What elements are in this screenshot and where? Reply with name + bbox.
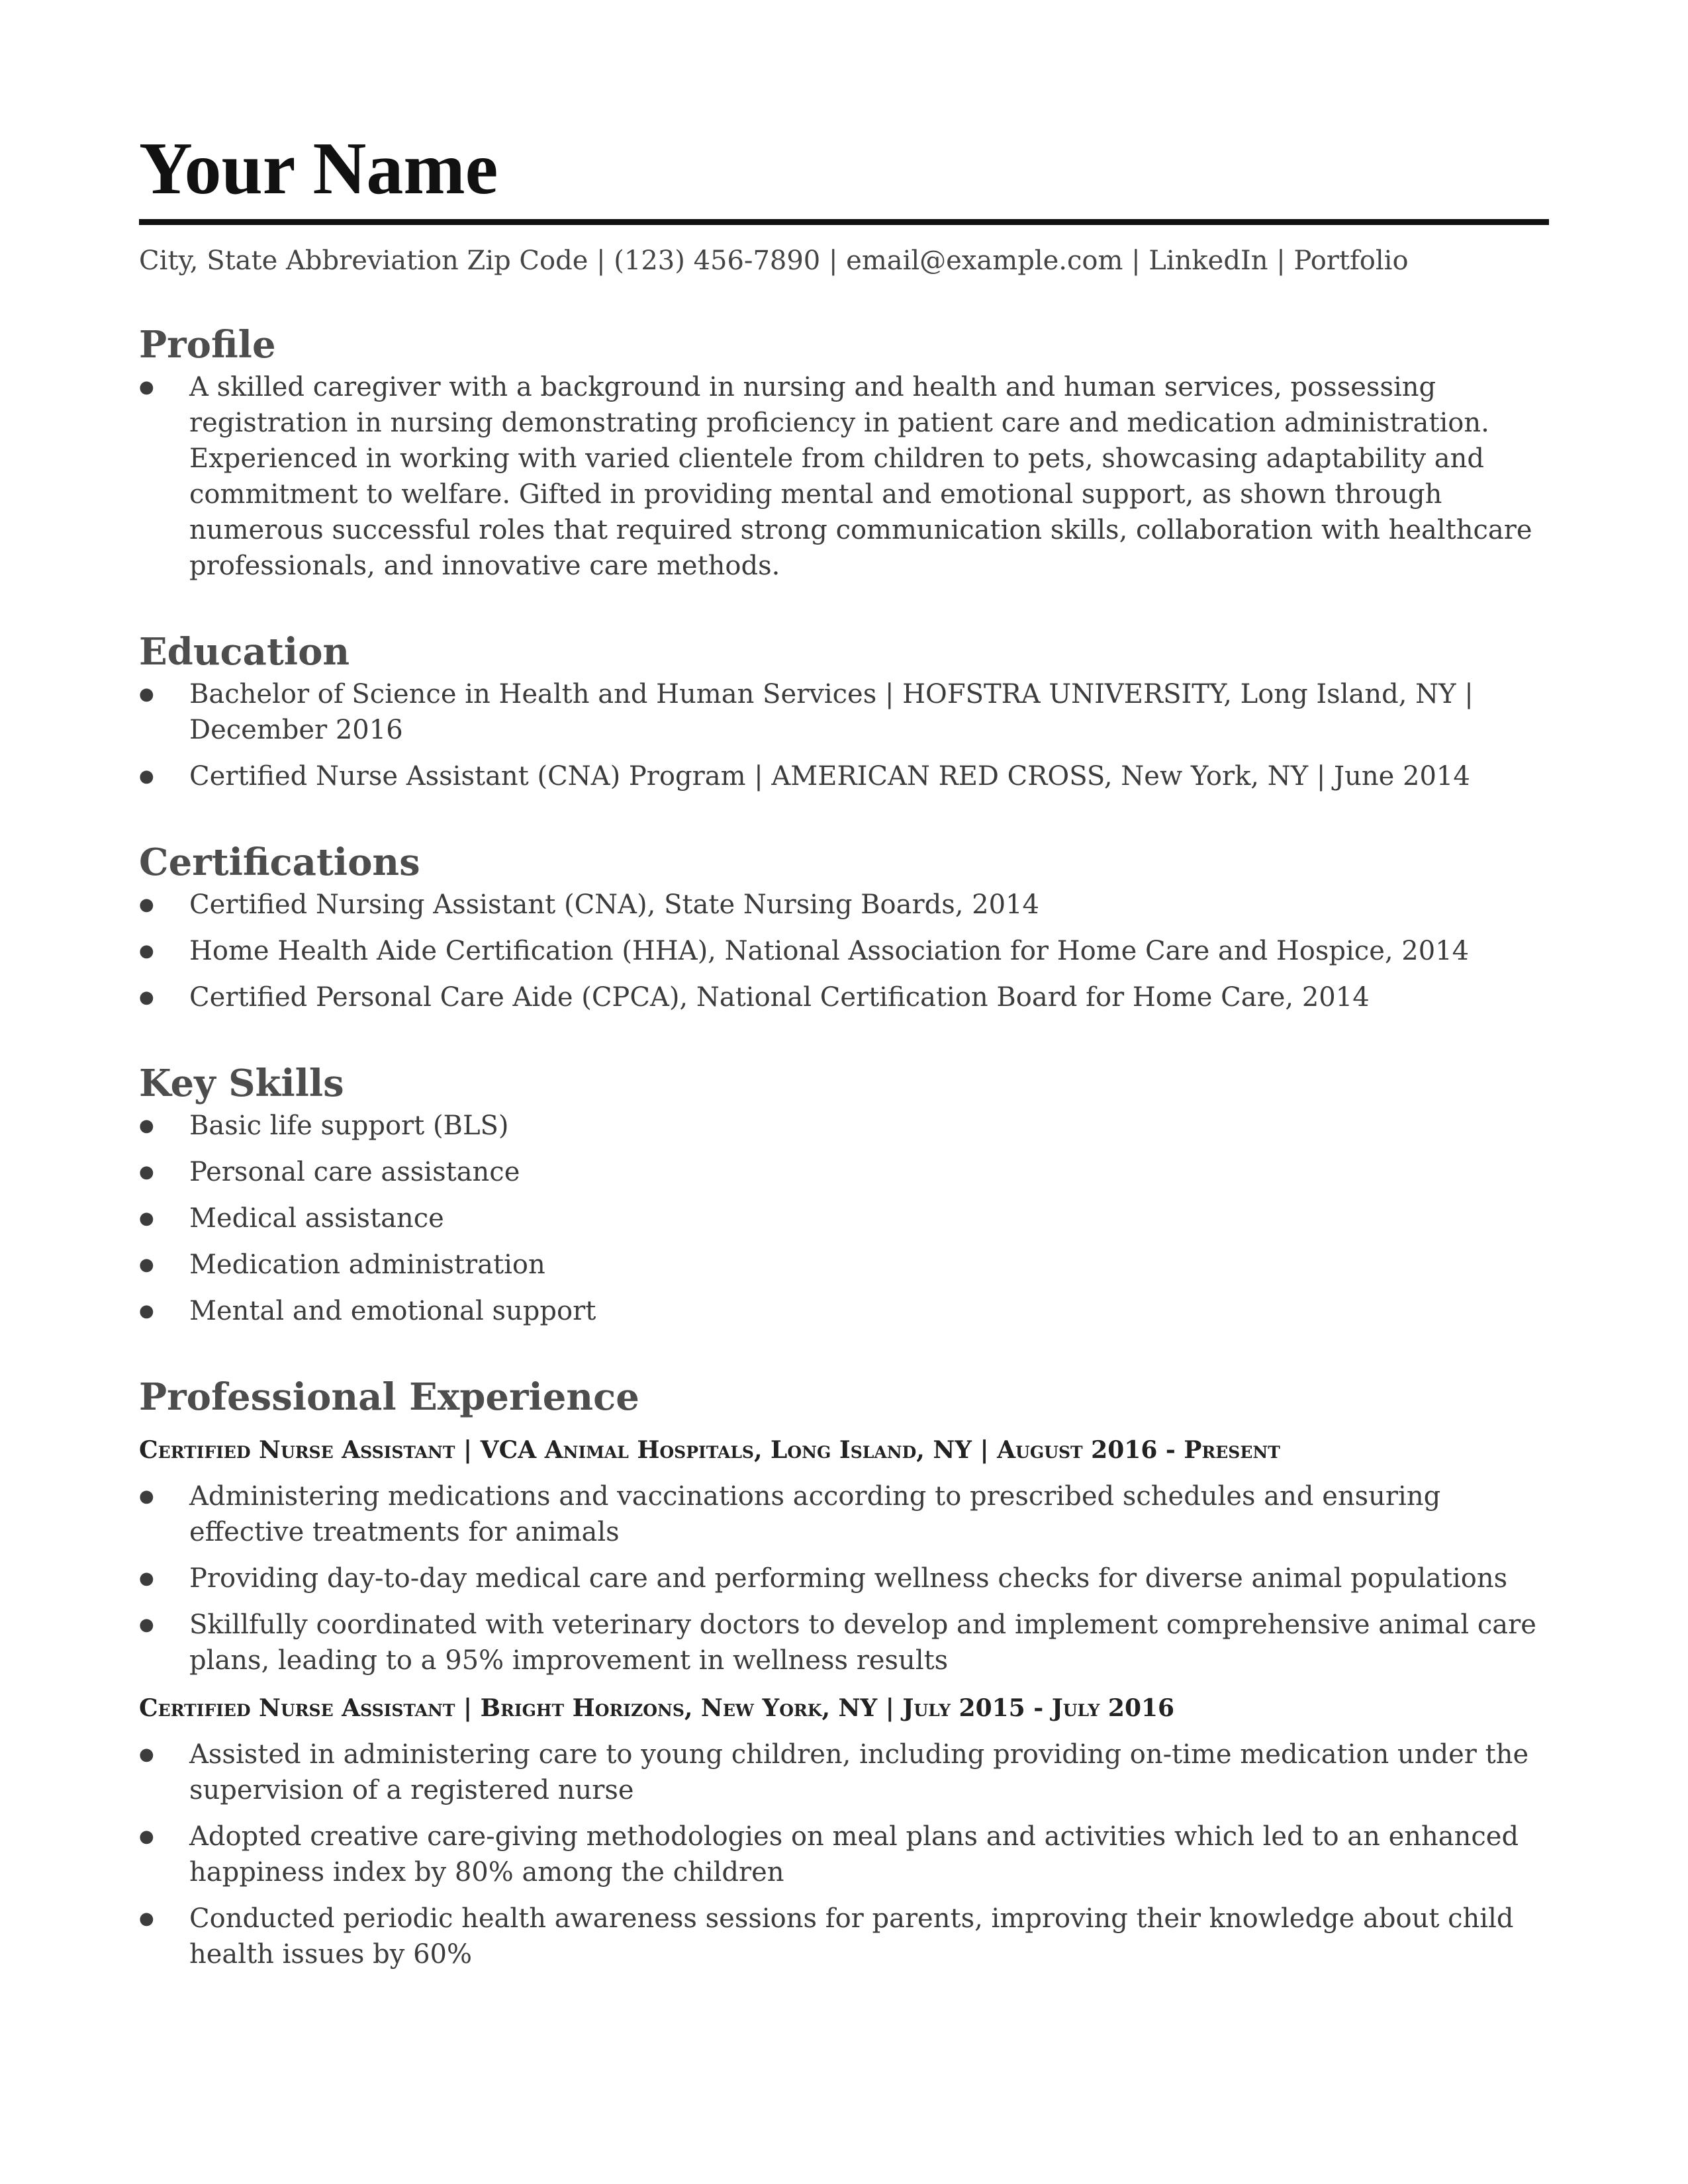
job-heading: Certified Nurse Assistant | Bright Horizons, New York, NY | July 2015 - July 2016 — [139, 1694, 1175, 1722]
skill-item: ● Medication administration — [139, 1247, 1549, 1283]
job-heading: Certified Nurse Assistant | VCA Animal Hospitals, Long Island, NY | August 2016 - Present — [139, 1436, 1280, 1464]
certifications-list — [139, 887, 1549, 1015]
education-list — [139, 676, 1549, 794]
skill-item: ● Personal care assistance — [139, 1154, 1549, 1190]
profile-list — [139, 369, 1549, 584]
profile-summary: ● A skilled caregiver with a background in nursing and health and human services, possessing registration in nursing demonstrating proficiency in patient care and medication administration. Experienced in working with varied clientele from children to pets, showcasing adaptability and commitment to welfare. Gifted in providing mental and emotional support, as shown through numerous successful roles that required strong communication skills, collaboration with healthcare professionals, and innovative care methods. — [139, 369, 1549, 584]
job-bullets — [139, 1737, 1549, 1972]
resume-content — [139, 126, 1549, 1972]
skill-item: ● Mental and emotional support — [139, 1293, 1549, 1329]
job-bullet: ● Adopted creative care-giving methodologies on meal plans and activities which led to an enhanced happiness index by 80% among the children — [139, 1819, 1549, 1890]
certification-item: ● Home Health Aide Certification (HHA), National Association for Home Care and Hospice, 2014 — [139, 933, 1549, 969]
job-bullet: ● Skillfully coordinated with veterinary doctors to develop and implement comprehensive animal care plans, leading to a 95% improvement in wellness results — [139, 1607, 1549, 1678]
job-bullet: ● Providing day-to-day medical care and performing wellness checks for diverse animal populations — [139, 1561, 1549, 1596]
section-title-key-skills: Key Skills — [139, 1062, 344, 1105]
skill-item: ● Medical assistance — [139, 1201, 1549, 1236]
skills-list — [139, 1108, 1549, 1329]
skill-item: ● Basic life support (BLS) — [139, 1108, 1549, 1144]
section-title-certifications: Certifications — [139, 841, 420, 884]
section-title-profile: Profile — [139, 323, 276, 367]
job-bullet: ● Administering medications and vaccinations according to prescribed schedules and ensuring effective treatments for animals — [139, 1479, 1549, 1550]
section-title-professional-experience: Professional Experience — [139, 1375, 639, 1419]
certification-item: ● Certified Personal Care Aide (CPCA), National Certification Board for Home Care, 2014 — [139, 979, 1549, 1015]
contact-line: City, State Abbreviation Zip Code | (123) 456-7890 | email@example.com | LinkedIn | Portfolio — [139, 246, 1409, 276]
header-divider — [139, 219, 1549, 225]
education-item: ● Certified Nurse Assistant (CNA) Program | AMERICAN RED CROSS, New York, NY | June 2014 — [139, 758, 1549, 794]
section-title-education: Education — [139, 630, 350, 674]
job-bullets — [139, 1479, 1549, 1678]
job-bullet: ● Assisted in administering care to young children, including providing on-time medication under the supervision of a registered nurse — [139, 1737, 1549, 1808]
education-item: ● Bachelor of Science in Health and Human Services | HOFSTRA UNIVERSITY, Long Island, NY | December 2016 — [139, 676, 1549, 748]
resume-name: Your Name — [139, 128, 498, 210]
certification-item: ● Certified Nursing Assistant (CNA), State Nursing Boards, 2014 — [139, 887, 1549, 923]
job-bullet: ● Conducted periodic health awareness sessions for parents, improving their knowledge about child health issues by 60% — [139, 1901, 1549, 1972]
